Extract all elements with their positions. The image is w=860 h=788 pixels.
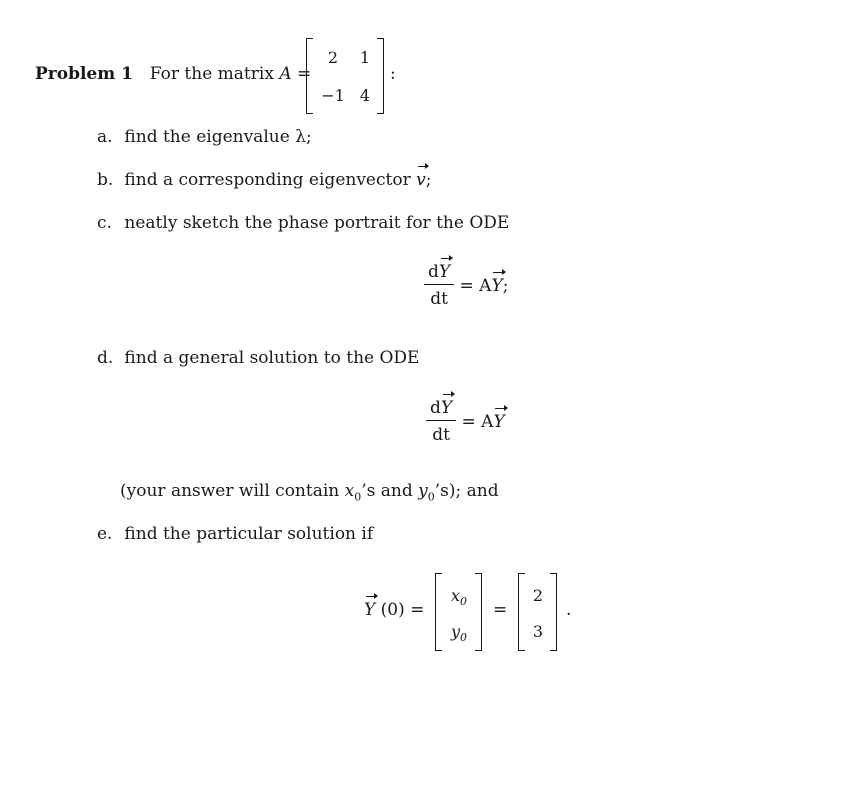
differential-d: d <box>430 398 441 418</box>
differential-dt: dt <box>432 425 450 445</box>
value-right-bracket <box>550 573 557 651</box>
initial-period: . <box>566 600 572 620</box>
matrix-cell: 4 <box>359 86 371 105</box>
ode-rhs-prefix: = A <box>461 411 494 432</box>
vector-y: Y <box>364 600 376 620</box>
note-after: ’s); and <box>434 481 499 501</box>
note-y-sub: 0 <box>427 490 435 504</box>
ode-rhs-prefix: = A <box>459 275 492 296</box>
note-mid: ’s and <box>361 481 413 501</box>
part-e <box>97 524 373 544</box>
matrix-left-bracket <box>306 38 313 114</box>
differential-dt: dt <box>430 289 448 309</box>
vector-y: Y <box>491 275 503 296</box>
vector-value: 3 <box>532 622 544 641</box>
ode-equation-c <box>424 262 508 309</box>
vector-y: Y <box>438 262 451 282</box>
problem-statement <box>35 64 311 84</box>
matrix-cell: 1 <box>359 48 371 67</box>
part-label: d. <box>97 348 114 368</box>
part-text: find the particular solution if <box>124 524 374 544</box>
derivative-fraction <box>426 398 456 445</box>
vector-entry-x0: $x_0$ <box>450 586 468 609</box>
part-label: b. <box>97 170 114 190</box>
matrix-cell: −1 <box>321 86 345 105</box>
note-x-var: x <box>344 481 355 501</box>
part-text: neatly sketch the phase portrait for the ODE <box>124 213 510 233</box>
note-x-sub: 0 <box>354 490 362 504</box>
matrix-right-bracket <box>377 38 384 114</box>
matrix-name: A <box>279 64 292 84</box>
problem-heading: Problem 1 <box>35 64 133 84</box>
ode-equation-d <box>426 398 505 445</box>
initial-lhs <box>364 600 424 620</box>
matrix-equals: = <box>297 64 312 84</box>
vector-y: Y <box>493 411 505 432</box>
ode-tail: ; <box>502 275 509 296</box>
note-before: (your answer will contain <box>120 481 340 501</box>
part-a <box>97 127 312 147</box>
vector-left-bracket <box>435 573 442 651</box>
vector-y: Y <box>440 398 453 418</box>
part-label: e. <box>97 524 113 544</box>
vector-value: 2 <box>532 586 544 605</box>
part-text: find a general solution to the ODE <box>124 348 420 368</box>
part-label: a. <box>97 127 113 147</box>
problem-intro: For the matrix <box>149 64 274 84</box>
part-text: find the eigenvalue λ; <box>124 127 312 147</box>
matrix-cell: 2 <box>327 48 339 67</box>
eigenvector-tail: ; <box>425 170 432 190</box>
answer-note <box>120 481 499 503</box>
eigenvector-symbol: v <box>416 170 426 190</box>
part-text: find a corresponding eigenvector <box>124 170 411 190</box>
vector-right-bracket <box>475 573 482 651</box>
vector-equals: = <box>493 600 508 620</box>
matrix-colon: : <box>390 64 396 84</box>
vector-entry-y0: $y_0$ <box>450 622 468 645</box>
part-label: c. <box>97 213 112 233</box>
part-c <box>97 213 509 233</box>
note-y-var: y <box>418 481 428 501</box>
differential-d: d <box>428 262 439 282</box>
part-d <box>97 348 419 368</box>
derivative-fraction <box>424 262 454 309</box>
initial-arg: (0) = <box>380 600 425 620</box>
part-b <box>97 170 431 190</box>
